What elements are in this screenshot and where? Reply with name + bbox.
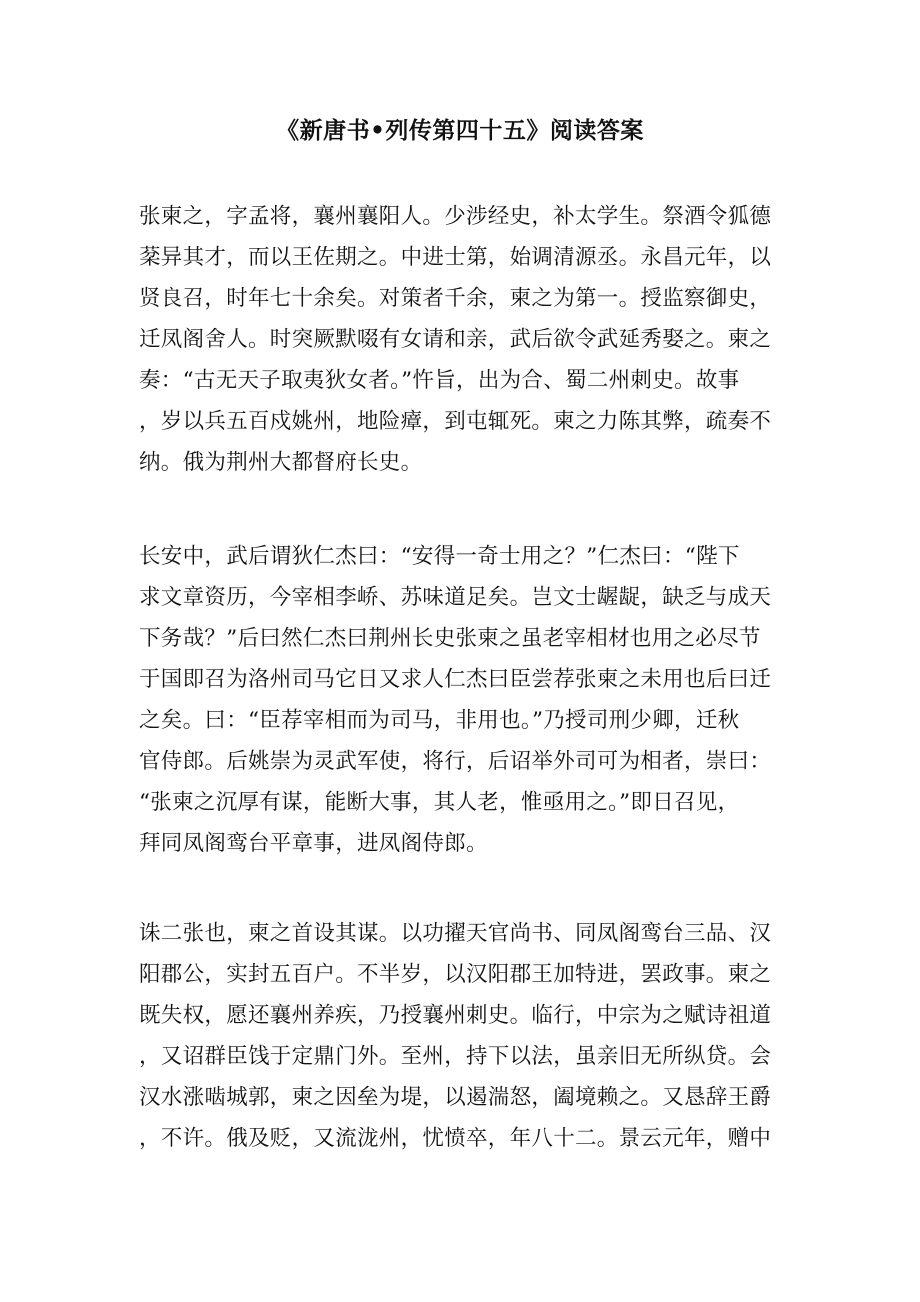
text-line: 拜同凤阁鸾台平章事，进凤阁侍郎。 (139, 831, 488, 856)
text-line: ，又诏群臣饯于定鼎门外。至州，持下以法，虽亲旧无所纵贷。会 (139, 1044, 772, 1069)
text-line: 于国即召为洛州司马它日又求人仁杰曰臣尝荐张柬之未用也后曰迁 (139, 667, 772, 692)
paragraph-3 (139, 913, 779, 1159)
text-line: 迁凤阁舍人。时突厥默啜有女请和亲，武后欲令武延秀娶之。柬之 (139, 327, 772, 352)
text-line: 汉水涨啮城郭，柬之因垒为堤，以遏湍怒，阖境赖之。又恳辞王爵 (139, 1085, 772, 1110)
document-title: 《新唐书•列传第四十五》阅读答案 (276, 117, 644, 144)
paragraph-1 (139, 196, 779, 483)
text-line: 长安中，武后谓狄仁杰曰：“安得一奇士用之？”仁杰曰：“陛下 (139, 544, 740, 569)
text-line: 贤良召，时年七十余矣。对策者千余，柬之为第一。授监察御史， (139, 286, 772, 311)
text-line: 之矣。曰：“臣荐宰相而为司马，非用也。”乃授司刑少卿，迁秋 (139, 708, 740, 733)
text-line: 下务哉？”后曰然仁杰曰荆州长史张柬之虽老宰相材也用之必尽节 (139, 626, 761, 651)
text-line: 纳。俄为荆州大都督府长史。 (139, 450, 423, 475)
text-line: ，岁以兵五百戍姚州，地险瘴，到屯辄死。柬之力陈其弊，疏奏不 (139, 409, 772, 434)
text-line: 官侍郎。后姚崇为灵武军使，将行，后诏举外司可为相者，崇曰： (139, 749, 772, 774)
text-line: 棻异其才，而以王佐期之。中进士第，始调清源丞。永昌元年，以 (139, 245, 772, 270)
paragraph-2 (139, 536, 779, 864)
text-line: “张柬之沉厚有谋，能断大事，其人老，惟亟用之。”即日召见， (139, 790, 740, 815)
text-line: 求文章资历，今宰相李峤、苏味道足矣。岂文士龌龊，缺乏与成天 (139, 585, 772, 610)
text-line: 阳郡公，实封五百户。不半岁，以汉阳郡王加特进，罢政事。柬之 (139, 962, 772, 987)
text-line: ，不许。俄及贬，又流泷州，忧愤卒，年八十二。景云元年，赠中 (139, 1126, 772, 1151)
text-line: 诛二张也，柬之首设其谋。以功擢天官尚书、同凤阁鸾台三品、汉 (139, 921, 772, 946)
text-line: 奏：“古无天子取夷狄女者。”忤旨，出为合、蜀二州刺史。故事 (139, 368, 740, 393)
text-line: 既失权，愿还襄州养疾，乃授襄州刺史。临行，中宗为之赋诗祖道 (139, 1003, 772, 1028)
text-line: 张柬之，字孟将，襄州襄阳人。少涉经史，补太学生。祭酒令狐德 (139, 204, 772, 229)
